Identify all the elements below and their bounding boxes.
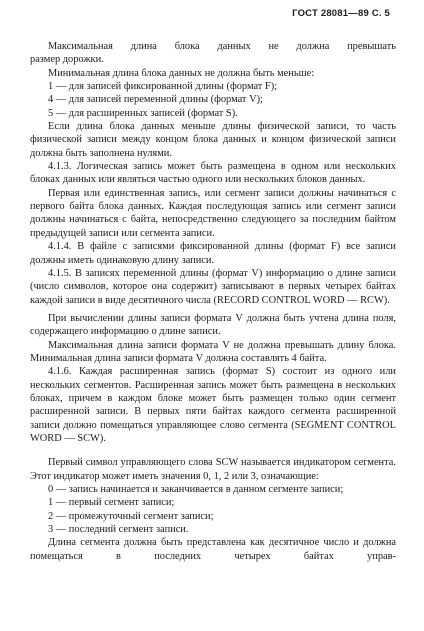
indicator-1: 1 — первый сегмент записи; bbox=[48, 497, 175, 509]
indicator-0: 0 — запись начинается и заканчивается в данном сегменте записи; bbox=[48, 484, 344, 495]
paragraph-scw-indicator: Первый символ управляющего слова SCW называется индикатором сегмента. Этот индикатор может иметь значения 0, 1, 2 или 3, означающие: bbox=[30, 457, 396, 482]
paragraph-segment-length: Длина сегмента должна быть представлена как десятичное число и должна помещаться в последних четырех байтах управ- bbox=[30, 537, 396, 562]
indicator-3: 3 — последний сегмент записи. bbox=[48, 524, 189, 536]
paragraph-length-field: При вычислении длины записи формата V должна быть учтена длина поля, содержащего информацию о длине записи. bbox=[30, 312, 396, 338]
indicator-2: 2 — промежуточный сегмент записи; bbox=[48, 510, 214, 522]
list-item-5: 5 — для расширенных записей (формат S). bbox=[48, 107, 238, 119]
paragraph-1: Максимальная длина блока данных не должна превышать bbox=[48, 41, 396, 52]
paragraph-3: Минимальная длина блока данных не должна быть меньше: bbox=[48, 67, 315, 79]
list-item-4: 4 — для записей переменной длины (формат V); bbox=[48, 94, 263, 106]
paragraph-fill-zeros: Если длина блока данных меньше длины физической записи, то часть физической записи между концом блока данных и концом физической записи должна быть заполнена нулями. bbox=[30, 121, 396, 159]
section-4-1-3: 4.1.3. Логическая запись может быть размещена в одном или нескольких блоках данных или являться частью одного или нескольких блоков данных. bbox=[30, 161, 396, 186]
section-4-1-4: 4.1.4. В файле с записями фиксированной длины (формат F) все записи должны иметь одинаковую длину записи. bbox=[30, 241, 396, 266]
page-header: ГОСТ 28081—89 С. 5 bbox=[292, 8, 390, 19]
list-item-1: 1 — для записей фиксированной длины (формат F); bbox=[48, 81, 278, 93]
section-4-1-5: 4.1.5. В записях переменной длины (формат V) информацию о длине записи (число символов, которое она содержит) записывают в первых четырех байтах каждой записи в виде десятичного числа (RECORD CONTROL WORD — RCW). bbox=[30, 267, 396, 306]
paragraph-first-record: Первая или единственная запись, или сегмент записи должны начинаться с первого байта блока данных. Каждая последующая запись или сегмент записи должны начинаться с байта, непосредственно следующего за последним байтом предыдущей записи или сегмента записи. bbox=[30, 187, 396, 239]
body-text bbox=[30, 40, 396, 563]
paragraph-2: размер дорожки. bbox=[30, 54, 104, 66]
section-4-1-6: 4.1.6. Каждая расширенная запись (формат S) состоит из одного или нескольких сегментов. Расширенная запись может быть размещена в нескольких блоках, причем в каждом блоке может быть размещен только один сегмент расширенной записи. В первых пяти байтах каждого сегмента расширенной записи должно помещаться управляющее слово сегмента (SEGMENT CONTROL WORD — SCW). bbox=[30, 366, 396, 444]
paragraph-max-length: Максимальная длина записи формата V не должна превышать длину блока. Минимальная длина записи формата V должна составлять 4 байта. bbox=[30, 339, 396, 364]
